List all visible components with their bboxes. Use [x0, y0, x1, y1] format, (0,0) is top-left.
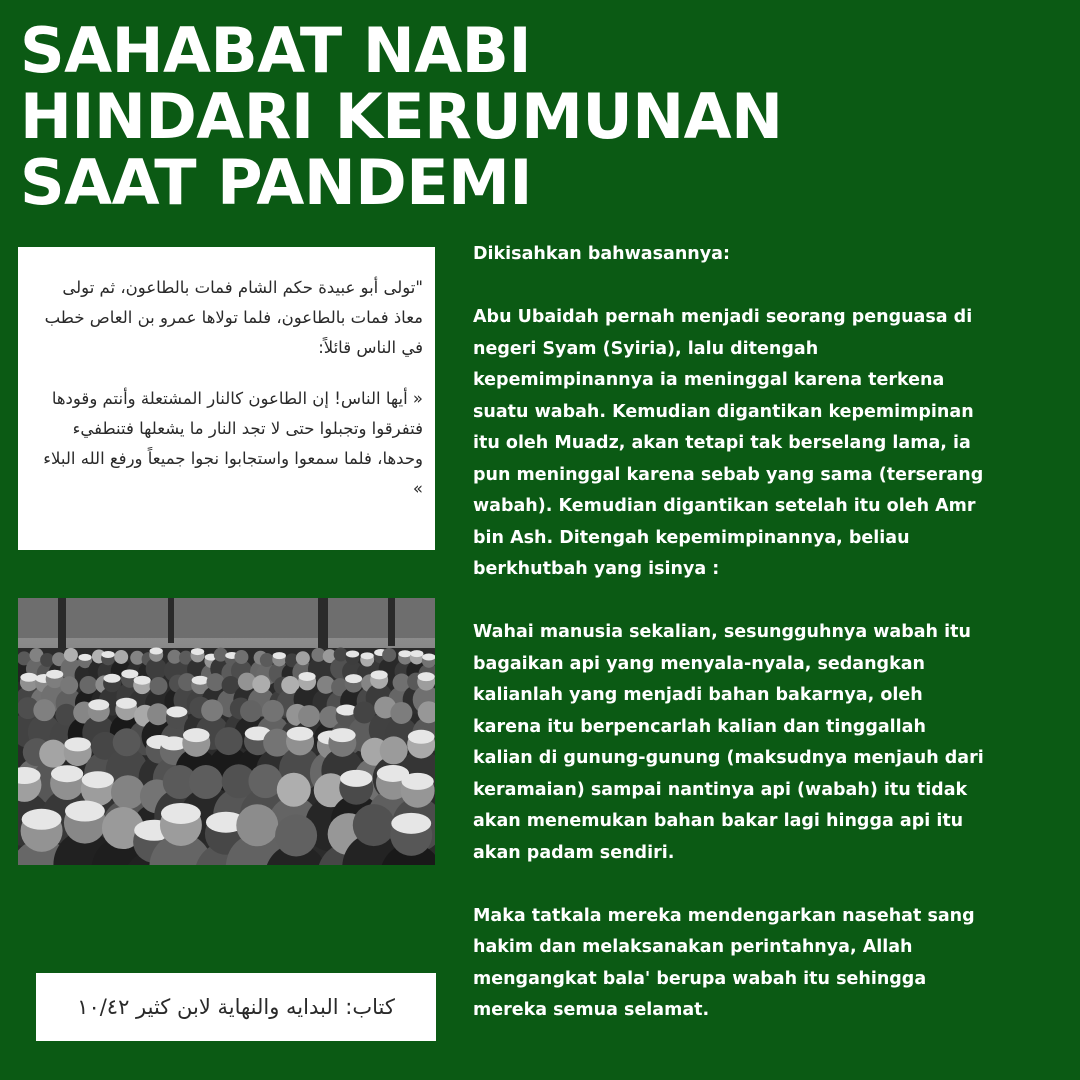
- story-paragraph-2: [473, 302, 1063, 586]
- story-line: suatu wabah. Kemudian digantikan kepemimpinan: [473, 401, 974, 422]
- story-line: mengangkat bala' berupa wabah itu sehingga: [473, 968, 927, 989]
- story-paragraph-3: [473, 617, 1063, 869]
- story-line: kalian di gunung-gunung (maksudnya menjauh dari: [473, 748, 984, 768]
- story-line: Wahai manusia sekalian, sesungguhnya wabah itu: [473, 622, 971, 642]
- story-line: Abu Ubaidah pernah menjadi seorang penguasa di: [473, 307, 973, 327]
- story-line: pun meninggal karena sebab yang sama (terserang: [473, 464, 984, 485]
- story-line: mereka semua selamat.: [473, 1000, 710, 1020]
- story-line: hakim dan melaksanakan perintahnya, Allah: [473, 937, 913, 957]
- crowd-photo: [18, 598, 435, 865]
- story-line: berkhutbah yang isinya :: [473, 559, 720, 579]
- title-line-1: SAHABAT NABI: [20, 14, 532, 87]
- story-line: keramaian) sampai nantinya api (wabah) itu tidak: [473, 779, 968, 800]
- story-text: [473, 239, 1063, 1027]
- story-line: kepemimpinannya ia meninggal karena terkena: [473, 370, 945, 390]
- story-line: bagaikan api yang menyala-nyala, sedangkan: [473, 653, 925, 674]
- story-line: negeri Syam (Syiria), lalu ditengah: [473, 338, 819, 359]
- arabic-quote-intro: "تولى أبو عبيدة حكم الشام فمات بالطاعون، ثم تولى معاذ فمات بالطاعون، فلما تولاها عمرو بن العاص خطب في الناس قائلاً:: [44, 278, 423, 357]
- arabic-quote-panel: [18, 247, 435, 550]
- story-line: itu oleh Muadz, akan tetapi tak berselang lama, ia: [473, 433, 971, 453]
- story-line: bin Ash. Ditengah kepemimpinannya, beliau: [473, 527, 910, 548]
- story-line: Maka tatkala mereka mendengarkan nasehat sang: [473, 905, 975, 926]
- story-line: Dikisahkan bahwasannya:: [473, 244, 730, 264]
- story-line: karena itu berpencarlah kalian dan tinggallah: [473, 716, 926, 737]
- title-line-3: SAAT PANDEMI: [20, 146, 532, 219]
- source-citation-text: كتاب: البدايه والنهاية لابن كثير ١٠/٤٢: [77, 995, 395, 1019]
- page-title: [20, 14, 1060, 219]
- story-paragraph-4: [473, 901, 1063, 1027]
- arabic-quote-speech: « أيها الناس! إن الطاعون كالنار المشتعلة وأنتم وقودها فتفرقوا وتجبلوا حتى لا تجد النار ما يشعلها فتنطفيء وحدها، فلما سمعوا واستجابوا نجوا جميعاً ورفع الله البلاء »: [43, 389, 423, 498]
- story-line: akan menemukan bahan bakar lagi hingga api itu: [473, 811, 964, 831]
- crowd-photo-image: [18, 598, 435, 865]
- title-line-2: HINDARI KERUMUNAN: [20, 80, 783, 153]
- source-citation: [36, 973, 436, 1041]
- story-line: akan padam sendiri.: [473, 842, 675, 863]
- story-line: kalianlah yang menjadi bahan bakarnya, oleh: [473, 685, 923, 705]
- story-paragraph-1: [473, 239, 1063, 271]
- story-line: wabah). Kemudian digantikan setelah itu oleh Amr: [473, 496, 976, 516]
